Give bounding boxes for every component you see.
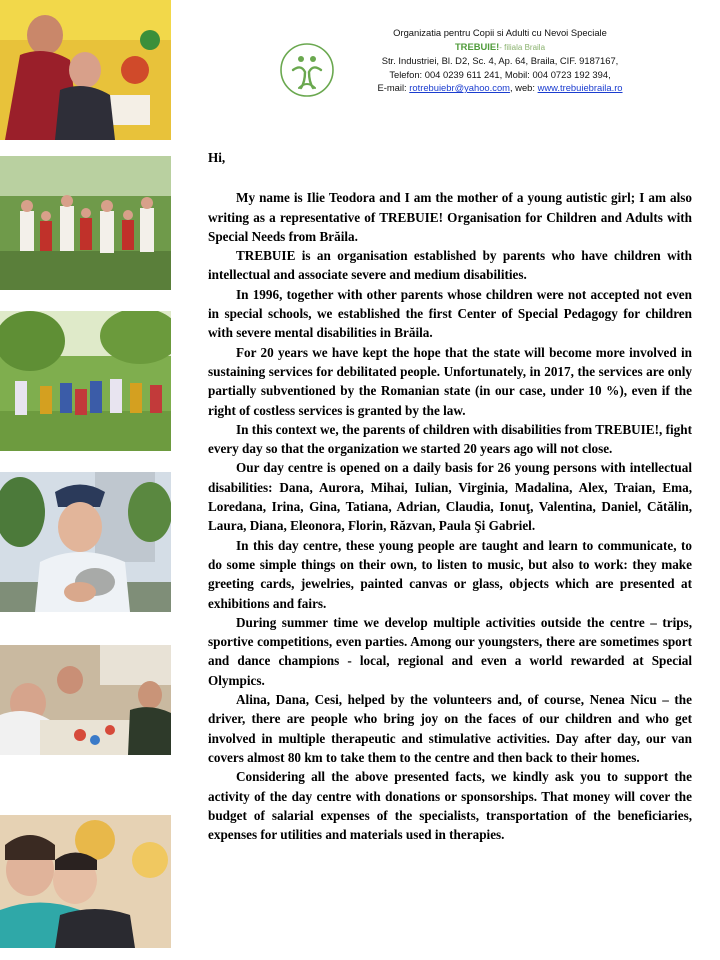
children-painting-photo: [0, 0, 171, 140]
letter-paragraph: Alina, Dana, Cesi, helped by the volunteers and, of course, Nenea Nicu – the driver, there are people who bring joy on the faces of our children and who get involved in multiple therapeutic and stimulative activities. Day after day, our van covers almost 80 km to take them to the centre and then back to their homes.: [208, 692, 692, 765]
letter-paragraph: My name is Ilie Teodora and I am the mother of a young autistic girl; I am also writing as a representative of TREBUIE! Organisation for Children and Adults with Special Needs from Brăila.: [208, 190, 692, 244]
website-link[interactable]: www.trebuiebraila.ro: [537, 82, 623, 93]
organization-branch: - filiala Braila: [499, 42, 546, 52]
letter-body: [208, 148, 692, 844]
park-group-photo: [0, 311, 171, 451]
organization-logo: [279, 42, 335, 98]
organization-phone: Telefon: 004 0239 611 241, Mobil: 004 0723 192 394,: [389, 68, 611, 80]
boy-with-bird-photo: [0, 472, 171, 612]
organization-name: Organizatia pentru Copii si Adulti cu Nevoi Speciale: [393, 27, 607, 38]
letter-paragraph: In 1996, together with other parents whose children were not accepted not even in special schools, we established the first Center of Special Pedagogy for children with severe mental disabilities in Brăila.: [208, 286, 692, 341]
organization-contact: [350, 81, 650, 95]
email-link[interactable]: rotrebuiebr@yahoo.com: [409, 82, 510, 93]
letter-paragraph: In this context we, the parents of children with disabilities from TREBUIE!, fight every day so that the organization we started 20 years ago will not close.: [208, 421, 692, 457]
organization-header: [350, 26, 650, 95]
organization-brand: TREBUIE!: [454, 40, 500, 52]
web-label: , web:: [509, 82, 538, 93]
craft-table-photo: [0, 645, 171, 755]
letter-paragraph: During summer time we develop multiple activities outside the centre – trips, sportive competitions, even parties. Among our youngsters, there are sometimes sport and dance champions - local, regional and even a world rewarded at Special Olympics.: [208, 614, 692, 688]
letter-paragraph: TREBUIE is an organisation established by parents who have children with intellectual and associate severe and medium disabilities.: [208, 248, 692, 283]
letter-paragraph: Considering all the above presented facts, we kindly ask you to support the activity of the day centre with donations or sponsorships. That money will cover the budget of salarial expenses of the specialists, transportation of the beneficiaries, expenses for utilities and materials used in therapies.: [208, 769, 692, 843]
letter-paragraph: Our day centre is opened on a daily basis for 26 young persons with intellectual disabilities: Dana, Aurora, Mihai, Iulian, Virginia, Madalina, Alex, Traian, Ema, Loredana, Irina, Gina, Tatiana, Adrian, Claudia, Ionuţ, Valentina, Daniel, Cătălin, Laura, Diana, Eleonora, Florin, Răzvan, Paula Şi Gabriel.: [208, 460, 692, 534]
organization-brand-line: [350, 40, 650, 55]
letter-greeting: Hi,: [208, 150, 226, 165]
folk-dance-photo: [0, 156, 171, 290]
letter-paragraph: For 20 years we have kept the hope that the state will become more involved in sustaining services for debilitated people. Unfortunately, in 2017, the services are only partially subventioned by the Romanian state (in our case, under 10 %), even if the right of costless services is granted by the law.: [208, 344, 692, 418]
letter-paragraph: In this day centre, these young people are taught and learn to communicate, to do some simple things on their own, to listen to music, but also to work: they make greeting cards, jewelries, painted canvas or glass, objects which are presented at exhibitions and fairs.: [208, 537, 692, 611]
organization-address: Str. Industriei, Bl. D2, Sc. 4, Ap. 64, Braila, CIF. 9187167,: [381, 55, 619, 66]
hugging-friends-photo: [0, 815, 171, 948]
email-label: E-mail:: [377, 82, 410, 93]
